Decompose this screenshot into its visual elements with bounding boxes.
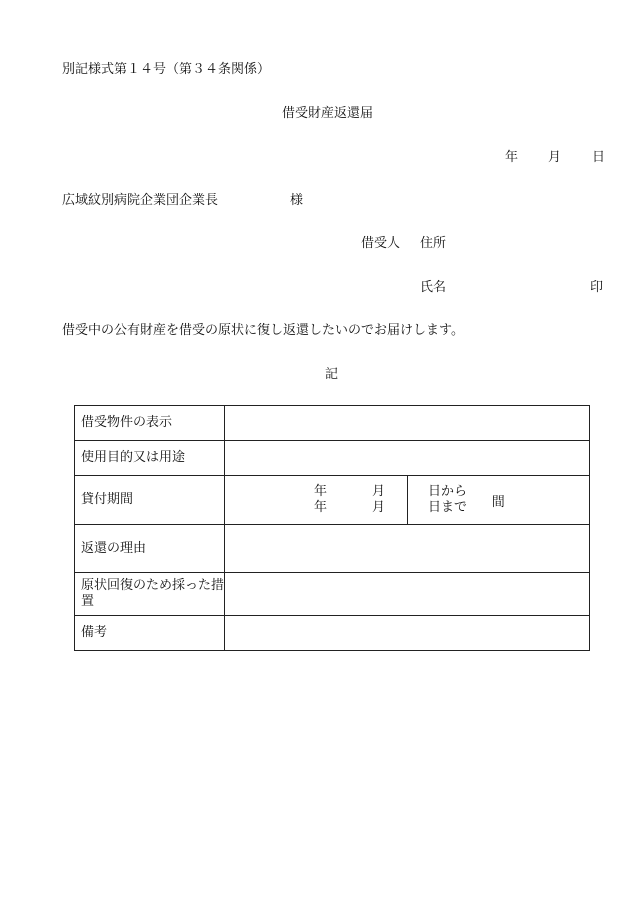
period-from-month: 月 — [372, 484, 386, 499]
date-day-label: 日 — [592, 150, 606, 165]
table-row-purpose — [75, 441, 590, 476]
form-header: 別記様式第１４号（第３４条関係） — [62, 62, 271, 77]
restoration-label: 原状回復のため採った措置 — [75, 573, 225, 616]
seal-label: 印 — [590, 280, 604, 295]
ki-heading: 記 — [325, 367, 339, 382]
property-value-cell[interactable] — [225, 406, 590, 441]
table-row-property — [75, 406, 590, 441]
borrower-role-label: 借受人 — [361, 236, 401, 251]
purpose-value-cell[interactable] — [225, 441, 590, 476]
restoration-value-cell[interactable] — [225, 573, 590, 616]
remarks-label: 備考 — [75, 616, 225, 651]
period-to-day: 日まで — [428, 500, 468, 515]
document-title: 借受財産返還届 — [282, 106, 374, 121]
reason-label: 返還の理由 — [75, 525, 225, 573]
details-table — [74, 405, 590, 651]
table-row-period — [75, 476, 590, 525]
property-label: 借受物件の表示 — [75, 406, 225, 441]
reason-value-cell[interactable] — [225, 525, 590, 573]
table-row-restoration — [75, 573, 590, 616]
date-year-label: 年 — [505, 150, 519, 165]
date-month-label: 月 — [548, 150, 562, 165]
period-from-day: 日から — [428, 484, 468, 499]
period-duration-label: 間 — [491, 494, 505, 510]
honorific: 様 — [290, 193, 304, 208]
purpose-label: 使用目的又は用途 — [75, 441, 225, 476]
addressee: 広域紋別病院企業団企業長 — [62, 193, 219, 208]
remarks-value-cell[interactable] — [225, 616, 590, 651]
table-row-remarks — [75, 616, 590, 651]
statement-text: 借受中の公有財産を借受の原状に復し返還したいのでお届けします。 — [62, 323, 464, 338]
address-label: 住所 — [420, 236, 447, 251]
period-to-year: 年 — [314, 500, 328, 515]
table-row-reason — [75, 525, 590, 573]
period-dates-cell[interactable] — [225, 476, 468, 525]
period-to-month: 月 — [372, 500, 386, 515]
period-label: 貸付期間 — [75, 476, 225, 525]
name-label: 氏名 — [420, 280, 447, 295]
period-from-year: 年 — [314, 484, 328, 499]
